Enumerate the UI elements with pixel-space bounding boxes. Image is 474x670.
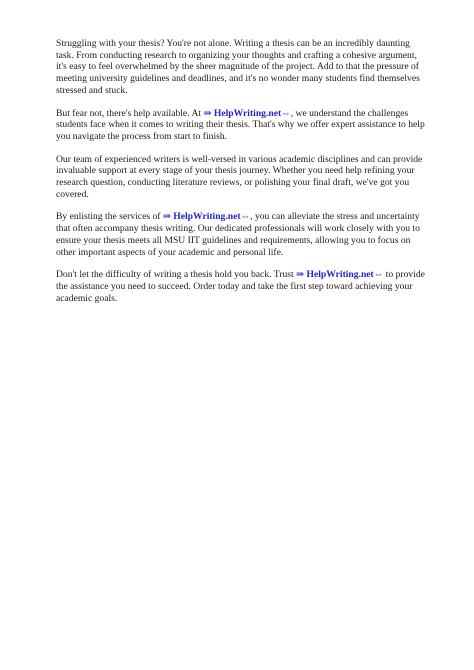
arrow-both-icon: ⇔ xyxy=(240,211,251,223)
paragraph-text-before: Don't let the difficulty of writing a thesis hold you back. Trust xyxy=(56,269,297,281)
helpwriting-link[interactable]: HelpWriting.net xyxy=(213,107,282,119)
paragraph-text: Struggling with your thesis? You're not alone. Writing a thesis can be an incredibly daunting task. From conducting research to organizing your thoughts and crafting a cohesive argument, it's easy to feel overwhelmed by the sheer magnitude of the project. Add to that the pressure of meeting university guidelines and deadlines, and it's no wonder many students find themselves stressed and stuck. xyxy=(56,38,420,96)
arrow-right-icon: ⇒ xyxy=(296,269,305,281)
arrow-right-icon: ⇒ xyxy=(203,107,212,119)
paragraph-text: Our team of experienced writers is well-versed in various academic disciplines and can provide invaluable support at every stage of your thesis journey. Whether you need help refining your research question, conducting literature reviews, or polishing your final draft, we've got you covered. xyxy=(56,153,423,200)
document-body xyxy=(56,38,428,315)
helpwriting-link[interactable]: HelpWriting.net xyxy=(173,211,241,223)
paragraph-intro xyxy=(56,38,428,97)
arrow-both-icon: ⇔ xyxy=(373,269,384,281)
paragraph-closing xyxy=(56,269,428,304)
paragraph-enlisting xyxy=(56,211,428,258)
paragraph-text-after: , you can alleviate the stress and uncertainty that often accompany thesis writing. Our dedicated professionals will work closely with you to ensure your thesis meets all MSU IIT guidelines and requirements, allowing you to focus on other important aspects of your academic and personal life. xyxy=(56,211,420,258)
paragraph-text-before: By enlisting the services of xyxy=(56,211,163,223)
arrow-both-icon: ⇔ xyxy=(281,107,291,119)
paragraph-team xyxy=(56,154,428,201)
paragraph-text-after: , we understand the challenges students face when it comes to writing their thesis. That's why we offer expert assistance to help you navigate the process from start to finish. xyxy=(56,107,425,142)
paragraph-text-after: to provide the assistance you need to succeed. Order today and take the first step toward achieving your academic goals. xyxy=(56,269,425,304)
paragraph-text-before: But fear not, there's help available. At xyxy=(56,107,204,119)
paragraph-help-available xyxy=(56,108,428,143)
helpwriting-link[interactable]: HelpWriting.net xyxy=(306,269,374,281)
arrow-right-icon: ⇒ xyxy=(162,211,171,223)
